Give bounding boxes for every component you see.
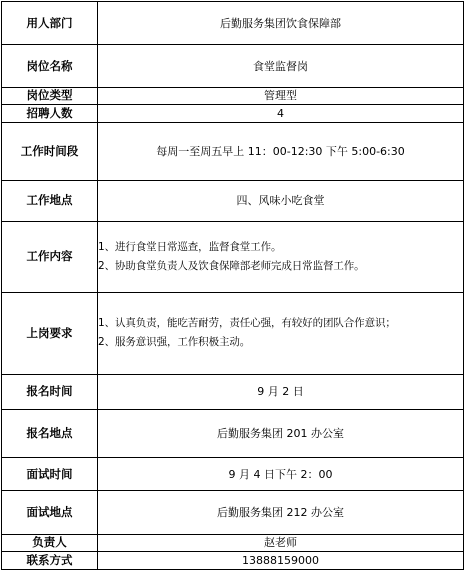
signup-place-value: 后勤服务集团 201 办公室 [98, 409, 464, 457]
duties-line-1: 1、进行食堂日常巡查，监督食堂工作。 [98, 240, 282, 253]
row-interview-place [2, 491, 464, 534]
row-interview-time [2, 457, 464, 490]
contact-info-label: 联系方式 [2, 551, 98, 569]
row-duties [2, 221, 464, 292]
work-hours-value: 每周一至周五早上 11：00-12:30 下午 5:00-6:30 [98, 123, 464, 181]
job-posting-table [1, 1, 464, 570]
row-signup-place [2, 409, 464, 457]
row-department [2, 2, 464, 45]
duties-line-2: 2、协助食堂负责人及饮食保障部老师完成日常监督工作。 [98, 259, 365, 272]
position-label: 岗位名称 [2, 45, 98, 87]
contact-person-value: 赵老师 [98, 534, 464, 551]
requirements-label: 上岗要求 [2, 292, 98, 375]
row-requirements [2, 292, 464, 375]
contact-info-value: 13888159000 [98, 551, 464, 569]
signup-place-label: 报名地点 [2, 409, 98, 457]
interview-time-label: 面试时间 [2, 457, 98, 490]
row-contact-person [2, 534, 464, 551]
signup-time-label: 报名时间 [2, 375, 98, 409]
row-position [2, 45, 464, 87]
headcount-label: 招聘人数 [2, 104, 98, 122]
row-headcount [2, 104, 464, 122]
row-work-hours [2, 123, 464, 181]
requirements-value [98, 292, 464, 375]
type-label: 岗位类型 [2, 87, 98, 104]
interview-place-value: 后勤服务集团 212 办公室 [98, 491, 464, 534]
requirements-line-2: 2、服务意识强，工作积极主动。 [98, 336, 251, 349]
requirements-line-1: 1、认真负责，能吃苦耐劳，责任心强，有较好的团队合作意识； [98, 317, 396, 330]
department-value: 后勤服务集团饮食保障部 [98, 2, 464, 45]
headcount-value: 4 [98, 104, 464, 122]
row-contact-info [2, 551, 464, 569]
signup-time-value: 9 月 2 日 [98, 375, 464, 409]
interview-place-label: 面试地点 [2, 491, 98, 534]
type-value: 管理型 [98, 87, 464, 104]
position-value: 食堂监督岗 [98, 45, 464, 87]
work-hours-label: 工作时间段 [2, 123, 98, 181]
contact-person-label: 负责人 [2, 534, 98, 551]
location-label: 工作地点 [2, 180, 98, 221]
duties-label: 工作内容 [2, 221, 98, 292]
row-location [2, 180, 464, 221]
department-label: 用人部门 [2, 2, 98, 45]
location-value: 四、风味小吃食堂 [98, 180, 464, 221]
row-type [2, 87, 464, 104]
duties-value [98, 221, 464, 292]
interview-time-value: 9 月 4 日下午 2：00 [98, 457, 464, 490]
row-signup-time [2, 375, 464, 409]
